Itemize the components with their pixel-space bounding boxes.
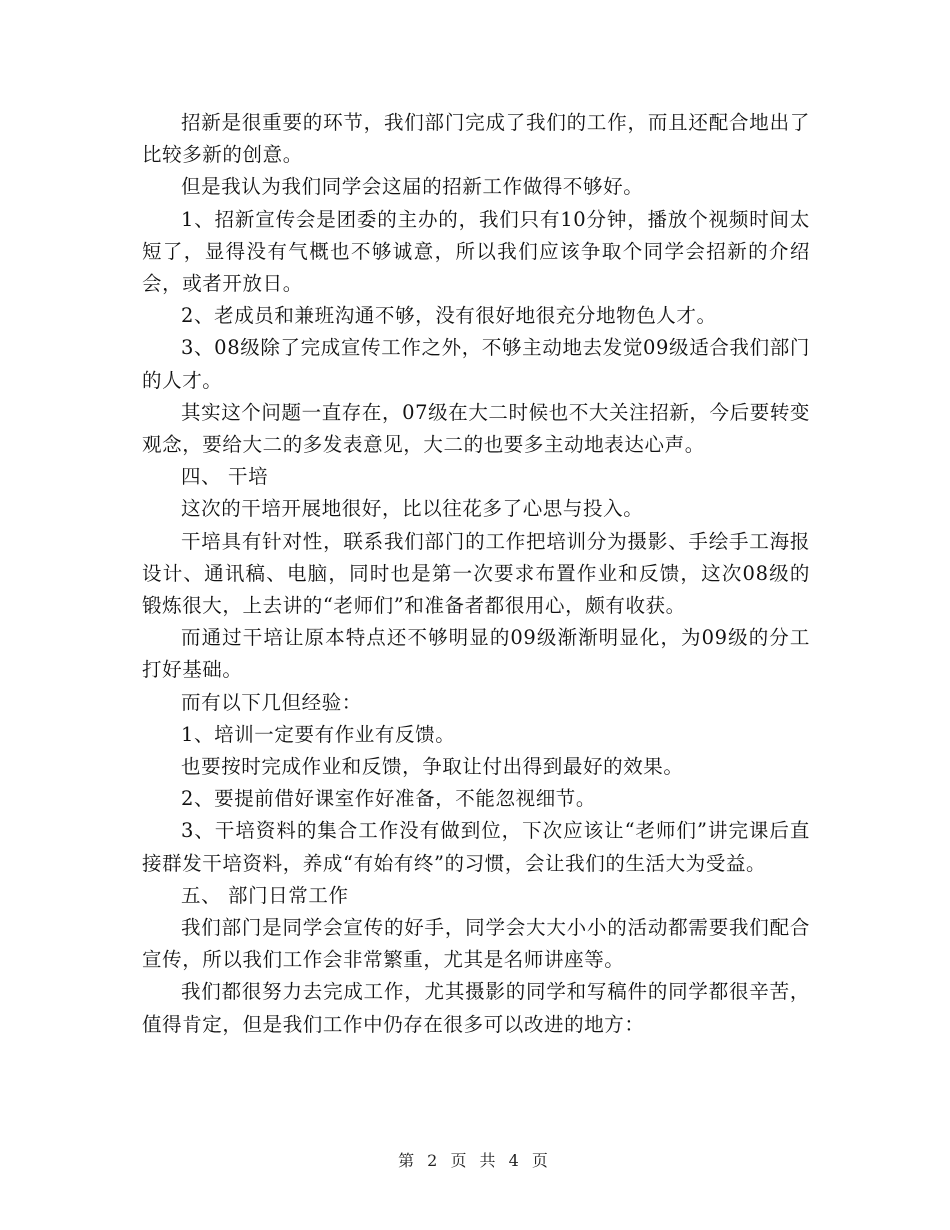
section-heading: 五、 部门日常工作 bbox=[181, 883, 349, 907]
paragraph: 我们部门是同学会宣传的好手，同学会大大小小的活动都需要我们配合宣传，所以我们工作会非常繁重，尤其是名师讲座等。 bbox=[142, 916, 810, 972]
section-heading: 四、 干培 bbox=[181, 465, 269, 489]
list-item: 3、08级除了完成宣传工作之外，不够主动地去发觉09级适合我们部门的人才。 bbox=[142, 336, 810, 392]
list-item: 3、干培资料的集合工作没有做到位，下次应该让“老师们”讲完课后直接群发干培资料，养成“有始有终”的习惯，会让我们的生活大为受益。 bbox=[142, 819, 810, 875]
paragraph: 干培具有针对性，联系我们部门的工作把培训分为摄影、手绘手工海报设计、通讯稿、电脑，同时也是第一次要求布置作业和反馈，这次08级的锻炼很大，上去讲的“老师们”和准备者都很用心，颇有收获。 bbox=[142, 529, 810, 618]
list-item: 2、老成员和兼班沟通不够，没有很好地很充分地物色人才。 bbox=[181, 304, 717, 328]
paragraph: 但是我认为我们同学会这届的招新工作做得不够好。 bbox=[181, 175, 644, 199]
page-footer: 第 2 页 共 4 页 bbox=[398, 1151, 552, 1170]
paragraph: 我们都很努力去完成工作，尤其摄影的同学和写稿件的同学都很辛苦，值得肯定，但是我们工作中仍存在很多可以改进的地方： bbox=[142, 980, 810, 1036]
paragraph: 其实这个问题一直存在，07级在大二时候也不大关注招新，今后要转变观念，要给大二的多发表意见，大二的也要多主动地表达心声。 bbox=[142, 400, 811, 457]
list-item: 1、招新宣传会是团委的主办的，我们只有10分钟，播放个视频时间太短了，显得没有气概也不够诚意，所以我们应该争取个同学会招新的介绍会，或者开放日。 bbox=[142, 207, 810, 296]
paragraph: 而通过干培让原本特点还不够明显的09级渐渐明显化，为09级的分工打好基础。 bbox=[142, 626, 810, 682]
list-item: 1、培训一定要有作业有反馈。 bbox=[181, 722, 456, 746]
paragraph: 招新是很重要的环节，我们部门完成了我们的工作，而且还配合地出了比较多新的创意。 bbox=[142, 111, 810, 167]
paragraph: 这次的干培开展地很好，比以往花多了心思与投入。 bbox=[181, 497, 644, 521]
list-item: 2、要提前借好课室作好准备，不能忽视细节。 bbox=[181, 787, 597, 811]
paragraph: 而有以下几但经验： bbox=[181, 690, 362, 714]
paragraph: 也要按时完成作业和反馈，争取让付出得到最好的效果。 bbox=[181, 755, 684, 779]
document-body bbox=[142, 107, 810, 1041]
